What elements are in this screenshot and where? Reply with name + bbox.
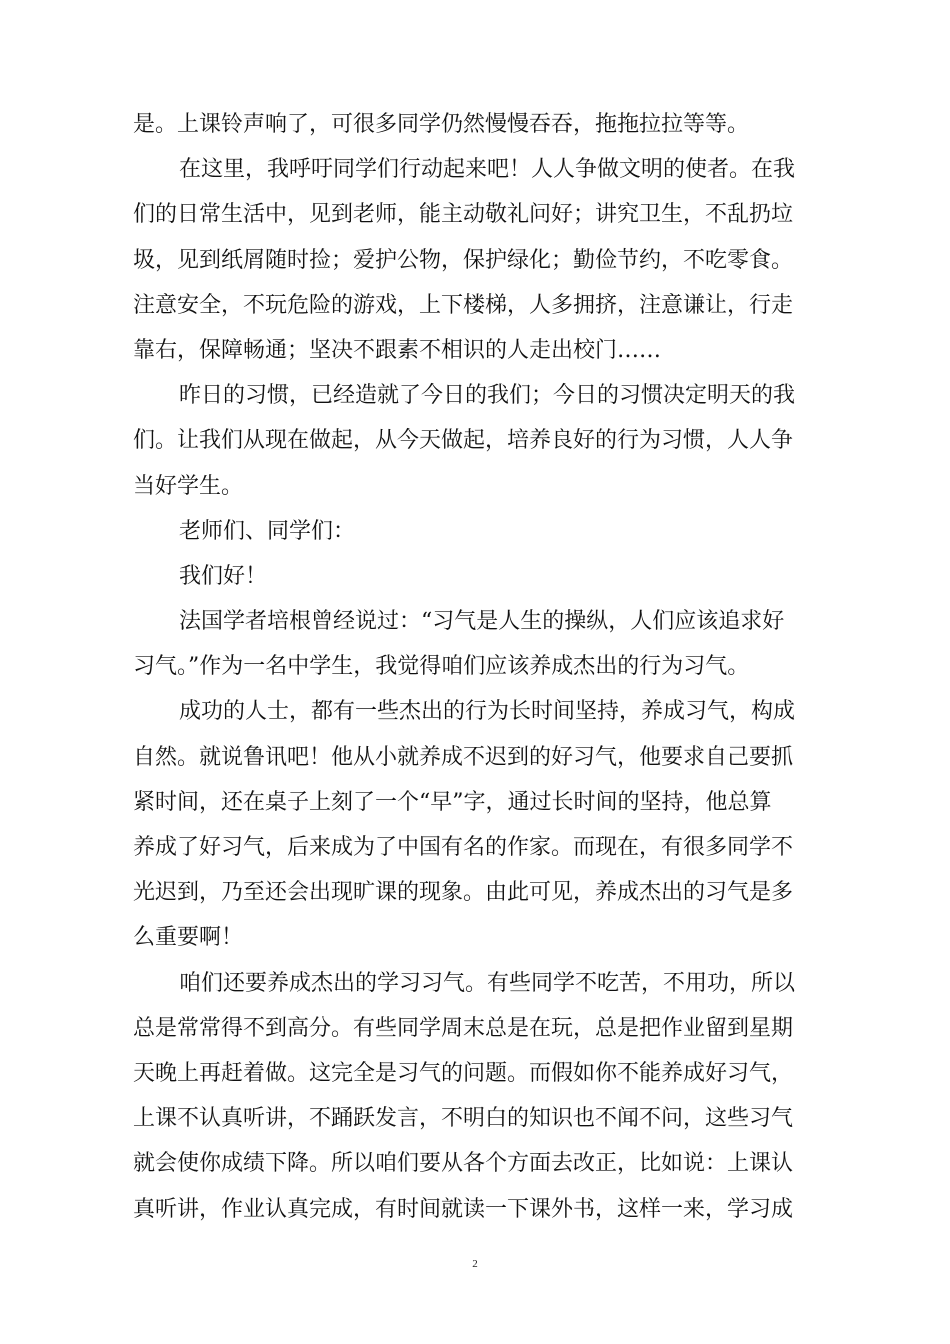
text-line: 注意安全，不玩危险的游戏，上下楼梯，人多拥挤，注意谦让，行走 <box>133 292 794 318</box>
text-line: 是。上课铃声响了，可很多同学仍然慢慢吞吞，拖拖拉拉等等。 <box>133 112 750 137</box>
text-line: 圾，见到纸屑随时捡；爱护公物，保护绿化；勤俭节约，不吃零食。 <box>133 247 794 273</box>
text-line: 昨日的习惯，已经造就了今日的我们；今日的习惯决定明天的我 <box>179 383 796 409</box>
text-line: 自然。就说鲁讯吧！他从小就养成不迟到的好习气，他要求自己要抓 <box>133 744 794 770</box>
text-line: 习气。”作为一名中学生，我觉得咱们应该养成杰出的行为习气。 <box>133 654 750 680</box>
text-line: 在这里，我呼吁同学们行动起来吧！人人争做文明的使者。在我 <box>179 157 796 183</box>
text-line: 总是常常得不到高分。有些同学周末总是在玩，总是把作业留到星期 <box>133 1015 794 1041</box>
text-line: 我们好！ <box>179 563 268 589</box>
text-line: 紧时间，还在桌子上刻了一个“早”字，通过长时间的坚持，他总算 <box>133 789 772 815</box>
page-number: 2 <box>472 1258 478 1270</box>
text-line: 就会使你成绩下降。所以咱们要从各个方面去改正，比如说：上课认 <box>133 1151 794 1177</box>
text-line: 上课不认真听讲，不踊跃发言，不明白的知识也不闻不问，这些习气 <box>133 1106 794 1132</box>
text-line: 靠右，保障畅通；坚决不跟素不相识的人走出校门…… <box>133 337 662 363</box>
text-line: 成功的人士，都有一些杰出的行为长时间坚持，养成习气，构成 <box>179 699 796 725</box>
text-line: 当好学生。 <box>133 473 244 499</box>
text-line: 真听讲，作业认真完成，有时间就读一下课外书，这样一来，学习成 <box>133 1196 794 1222</box>
text-line: 们。让我们从现在做起，从今天做起，培养良好的行为习惯，人人争 <box>133 428 794 454</box>
text-line: 天晚上再赶着做。这完全是习气的问题。而假如你不能养成好习气， <box>133 1060 794 1086</box>
text-line: 咱们还要养成杰出的学习习气。有些同学不吃苦，不用功，所以 <box>179 970 796 996</box>
text-line: 光迟到，乃至还会出现旷课的现象。由此可见，养成杰出的习气是多 <box>133 880 794 906</box>
text-line: 老师们、同学们： <box>179 518 356 544</box>
body-text <box>133 102 821 1232</box>
text-line: 么重要啊！ <box>133 925 244 951</box>
text-line: 们的日常生活中，见到老师，能主动敬礼问好；讲究卫生，不乱扔垃 <box>133 202 794 228</box>
text-line: 养成了好习气，后来成为了中国有名的作家。而现在，有很多同学不 <box>133 835 794 860</box>
text-line: 法国学者培根曾经说过：“习气是人生的操纵，人们应该追求好 <box>179 609 785 635</box>
